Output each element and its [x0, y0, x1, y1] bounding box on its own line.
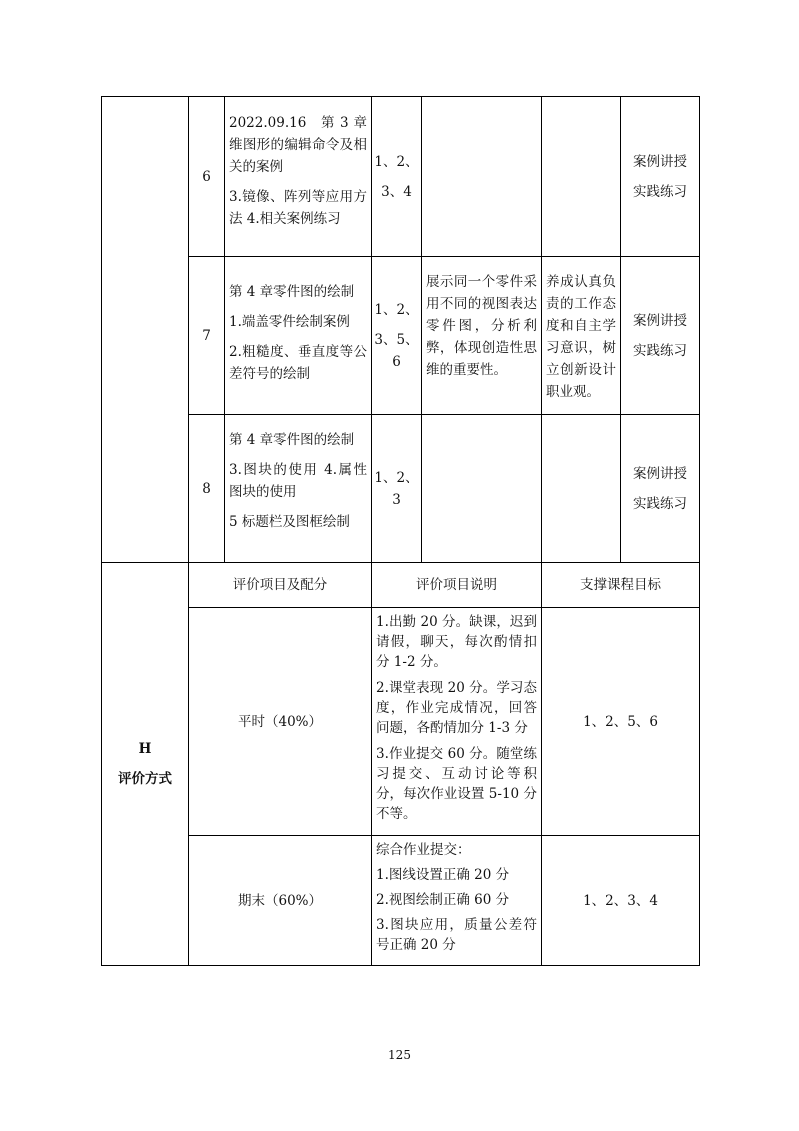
eval-header-goals: 支撑课程目标: [580, 577, 661, 593]
row-8-goals: 1、2、3: [374, 469, 419, 508]
row-7-goals: 1、2、 3、5、6: [374, 301, 419, 370]
eval-row-final-desc: 综合作业提交： 1.图线设置正确 20 分 2.视图绘制正确 60 分 3.图块应用，质量公差符号正确 20 分: [376, 842, 537, 953]
row-6-content: 2022.09.16 第 3 章维图形的编辑命令及相关的案例 3.镜像、阵列等应用方法 4.相关案例练习: [229, 115, 367, 227]
row-7-ideology: 展示同一个零件采用不同的视图表达零件图，分析利弊，体现创造性思维的重要性。: [426, 274, 537, 378]
eval-row-regular-goals: 1、2、5、6: [583, 713, 658, 730]
row-8-method: 案例讲授 实践练习: [633, 465, 687, 512]
row-7-content: 第 4 章零件图的绘制 1.端盖零件绘制案例 2.粗糙度、垂直度等公差符号的绘制: [229, 284, 367, 382]
evaluation-section-label: H 评价方式: [118, 741, 172, 787]
row-7-ideology-goal: 养成认真负责的工作态度和自主学习意识，树立创新设计职业观。: [546, 274, 616, 400]
eval-row-regular-desc: 1.出勤 20 分。缺课，迟到请假，聊天，每次酌情扣分 1-2 分。 2.课堂表现 20 分。学习态度，作业完成情况，回答问题，各酌情加分 1-3 分 3.作业提交 60 分。随堂练习提交、互动讨论等积分，每次作业设置 5-10 分不等。: [376, 614, 537, 822]
eval-row-final-goals: 1、2、3、4: [583, 892, 658, 909]
row-6-method: 案例讲授 实践练习: [633, 153, 687, 200]
page-number: 125: [388, 1048, 411, 1062]
row-7-method: 案例讲授 实践练习: [633, 312, 687, 359]
row-8-content: 第 4 章零件图的绘制 3.图块的使用 4.属性图块的使用 5 标题栏及图框绘制: [229, 432, 367, 530]
row-6-goals: 1、2、 3、4: [374, 153, 419, 200]
row-8-number: 8: [202, 480, 211, 497]
row-6-number: 6: [202, 168, 211, 185]
row-7-number: 7: [202, 327, 211, 344]
eval-row-final-item: 期末（60%）: [237, 892, 322, 909]
table-border-bottom: [101, 965, 699, 966]
eval-row-regular-item: 平时（40%）: [237, 713, 322, 730]
table-border-right: [699, 96, 700, 966]
eval-header-item: 评价项目及配分: [232, 577, 328, 593]
eval-header-desc: 评价项目说明: [416, 577, 497, 593]
